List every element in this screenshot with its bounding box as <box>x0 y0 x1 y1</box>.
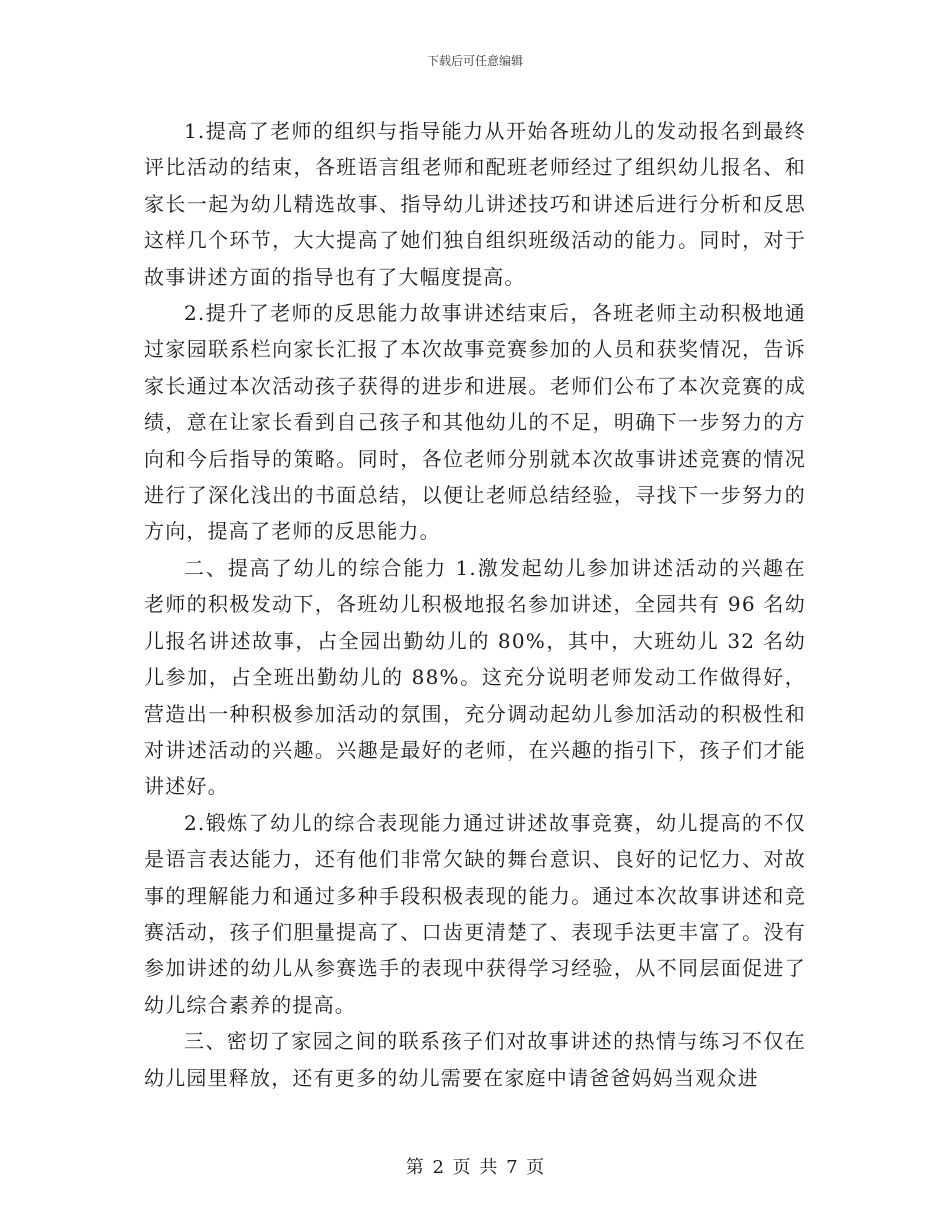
page-number: 第 2 页 共 7 页 <box>405 1157 545 1178</box>
paragraph-child-performance: 2.锻炼了幼儿的综合表现能力通过讲述故事竞赛，幼儿提高的不仅是语言表达能力，还有他们非常欠缺的舞台意识、良好的记忆力、对故事的理解能力和通过多种手段积极表现的能力。通过本次故事讲述和竞赛活动，孩子们胆量提高了、口齿更清楚了、表现手法更丰富了。没有参加讲述的幼儿从参赛选手的表现中获得学习经验，从不同层面促进了幼儿综合素养的提高。 <box>144 810 806 1017</box>
document-body <box>144 113 806 1096</box>
paragraph-teacher-reflection: 2.提升了老师的反思能力故事讲述结束后，各班老师主动积极地通过家园联系栏向家长汇报了本次故事竞赛参加的人员和获奖情况，告诉家长通过本次活动孩子获得的进步和进展。老师们公布了本次竞赛的成绩，意在让家长看到自己孩子和其他幼儿的不足，明确下一步努力的方向和今后指导的策略。同时，各位老师分别就本次故事讲述竞赛的情况进行了深化浅出的书面总结，以便让老师总结经验，寻找下一步努力的方向，提高了老师的反思能力。 <box>144 301 806 544</box>
paragraph-home-school-link: 三、密切了家园之间的联系孩子们对故事讲述的热情与练习不仅在幼儿园里释放，还有更多的幼儿需要在家庭中请爸爸妈妈当观众进 <box>144 1029 806 1090</box>
download-edit-note: 下载后可任意编辑 <box>426 54 523 68</box>
paragraph-teacher-organization: 1.提高了老师的组织与指导能力从开始各班幼儿的发动报名到最终评比活动的结束，各班语言组老师和配班老师经过了组织幼儿报名、和家长一起为幼儿精选故事、指导幼儿讲述技巧和讲述后进行分析和反思这样几个环节，大大提高了她们独自组织班级活动的能力。同时，对于故事讲述方面的指导也有了大幅度提高。 <box>144 119 806 289</box>
paragraph-child-interest: 二、提高了幼儿的综合能力 1.激发起幼儿参加讲述活动的兴趣在老师的积极发动下，各班幼儿积极地报名参加讲述，全园共有 96 名幼儿报名讲述故事，占全园出勤幼儿的 80%，其中，大班幼儿 32 名幼儿参加，占全班出勤幼儿的 88%。这充分说明老师发动工作做得好，营造出一种积极参加活动的氛围，充分调动起幼儿参加活动的积极性和对讲述活动的兴趣。兴趣是最好的老师，在兴趣的指引下，孩子们才能讲述好。 <box>144 555 806 799</box>
